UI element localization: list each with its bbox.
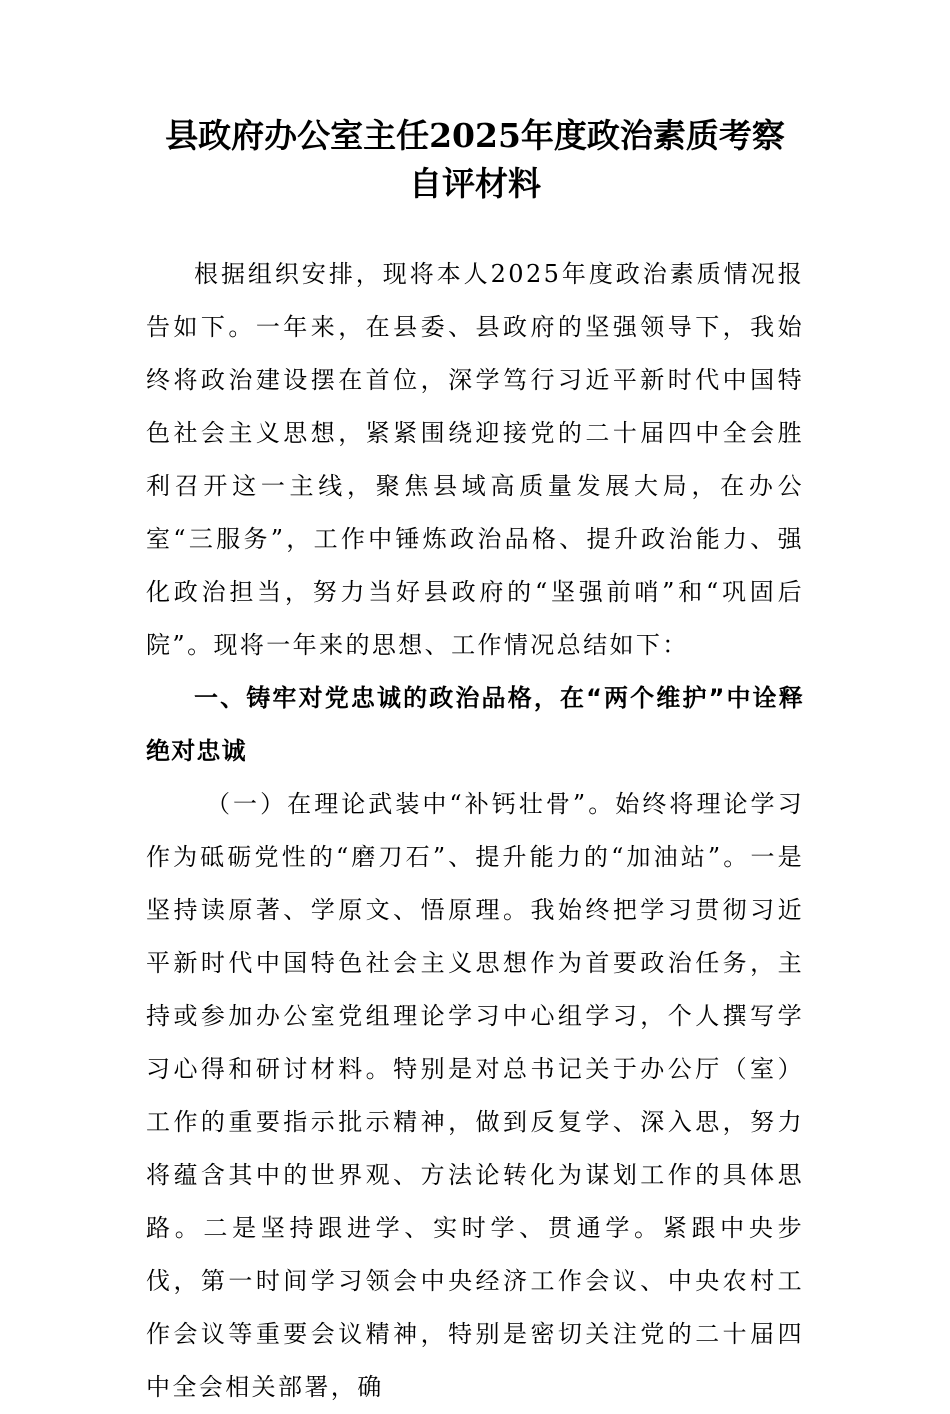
- document-title-line-2: 自评材料: [409, 164, 541, 203]
- document-title: [118, 112, 832, 208]
- document-title-line-1: 县政府办公室主任2025年度政治素质考察: [165, 116, 785, 155]
- section-1-1-paragraph: （一）在理论武装中“补钙壮骨”。始终将理论学习作为砥砺党性的“磨刀石”、提升能力的“加油站”。一是坚持读原著、学原文、悟原理。我始终把学习贯彻习近平新时代中国特色社会主义思想作为首要政治任务，主持或参加办公室党组理论学习中心组学习，个人撰写学习心得和研讨材料。特别是对总书记关于办公厅（室）工作的重要指示批示精神，做到反复学、深入思，努力将蕴含其中的世界观、方法论转化为谋划工作的具体思路。二是坚持跟进学、实时学、贯通学。紧跟中央步伐，第一时间学习领会中央经济工作会议、中央农村工作会议等重要会议精神，特别是密切关注党的二十届四中全会相关部署，确: [146, 790, 804, 1401]
- intro-paragraph: 根据组织安排，现将本人2025年度政治素质情况报告如下。一年来，在县委、县政府的坚强领导下，我始终将政治建设摆在首位，深学笃行习近平新时代中国特色社会主义思想，紧紧围绕迎接党的二十届四中全会胜利召开这一主线，聚焦县域高质量发展大局，在办公室“三服务”，工作中锤炼政治品格、提升政治能力、强化政治担当，努力当好县政府的“坚强前哨”和“巩固后院”。现将一年来的思想、工作情况总结如下：: [146, 260, 804, 659]
- section-1-heading: 一、铸牢对党忠诚的政治品格，在“两个维护”中诠释绝对忠诚: [146, 684, 804, 765]
- document-body: [146, 248, 804, 1414]
